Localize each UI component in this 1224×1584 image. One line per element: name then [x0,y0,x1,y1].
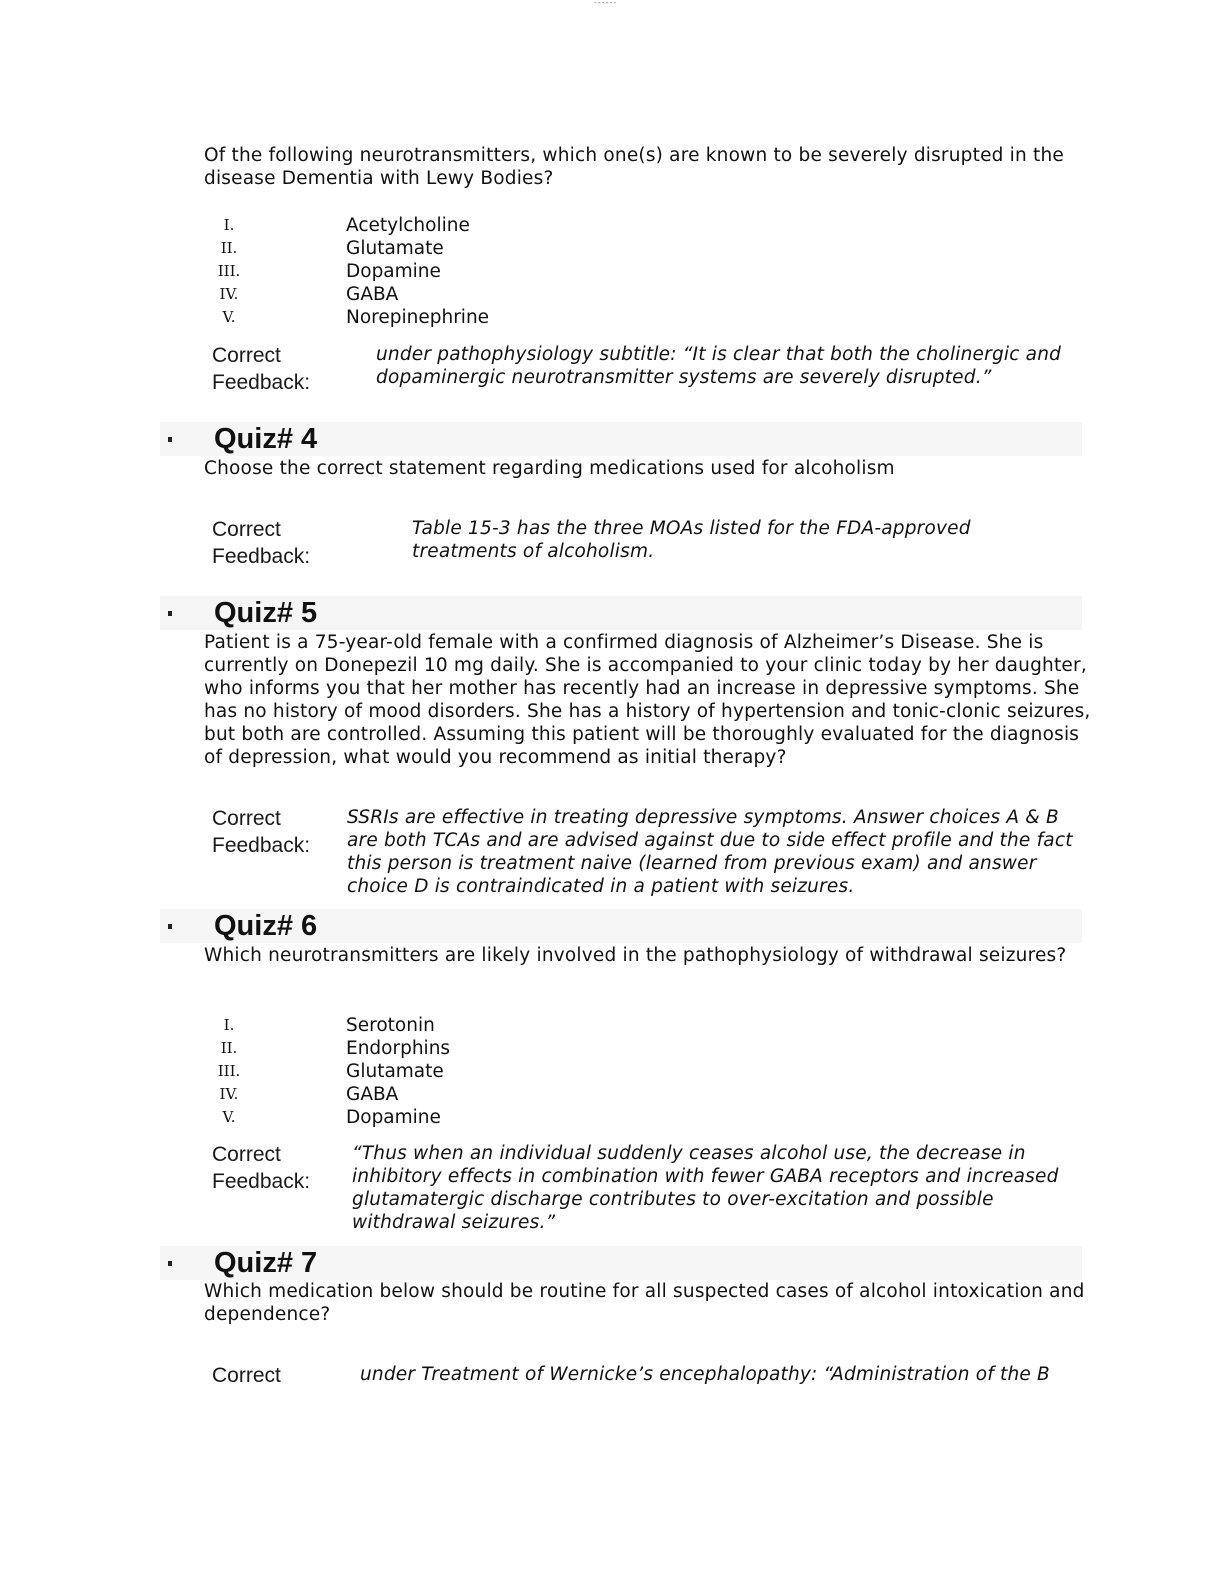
option-number: IV. [219,1085,239,1103]
list-item [214,1083,614,1106]
quiz-5-title: Quiz# 5 [214,597,318,629]
q4-feedback-text: Table 15-3 has the three MOAs listed for the FDA-approved treatments of alcoholism. [412,518,971,562]
feedback-label-line: Feedback: [212,371,311,394]
option-number: I. [223,1016,235,1034]
q3-question: Of the following neurotransmitters, which one(s) are known to be severely disrupted in the disease Dementia with Lewy Bodies? [204,145,1064,189]
feedback-label-line: Correct [212,518,281,541]
list-item [214,1060,614,1083]
feedback-label-line: Feedback: [212,834,311,857]
q3-options-list [214,214,614,329]
list-item [214,1014,614,1037]
bullet-icon [168,437,172,442]
quiz-6-header [160,909,1082,943]
q7-feedback-label [212,1362,342,1389]
option-number: III. [217,1062,241,1080]
option-label: Dopamine [346,1107,441,1128]
option-number: III. [217,262,241,280]
feedback-label-line: Correct [212,1364,281,1387]
feedback-label-line: Feedback: [212,545,311,568]
q5-feedback-label [212,805,342,859]
list-item [214,1037,614,1060]
option-label: Glutamate [346,1061,444,1082]
option-label: Acetylcholine [346,215,470,236]
quiz-6-title: Quiz# 6 [214,910,318,942]
list-item [214,237,614,260]
option-label: Endorphins [346,1038,451,1059]
bullet-icon [168,1261,172,1266]
option-label: GABA [346,284,399,305]
list-item [214,1106,614,1129]
q4-feedback-label [212,516,342,570]
quiz-7-title: Quiz# 7 [214,1247,318,1279]
feedback-label-line: Feedback: [212,1170,311,1193]
quiz-7-header [160,1246,1082,1280]
feedback-label-line: Correct [212,1143,281,1166]
option-number: II. [220,239,238,257]
q3-feedback-label [212,342,342,396]
q6-feedback-label [212,1141,342,1195]
q3-feedback-text: under pathophysiology subtitle: “It is clear that both the cholinergic and dopaminergic neurotransmitter systems are severely disrupted.” [376,344,1062,388]
q4-question: Choose the correct statement regarding medications used for alcoholism [204,458,895,479]
list-item [214,260,614,283]
bullet-icon [168,924,172,929]
quiz-4-title: Quiz# 4 [214,423,318,455]
quiz-4-header [160,422,1082,456]
q6-options-list [214,1014,614,1129]
top-page-mark: ------ [594,0,618,7]
q6-feedback-text: “Thus when an individual suddenly ceases alcohol use, the decrease in inhibitory effects in combination with fewer GABA receptors and increased glutamatergic discharge contributes to over-excitation and possible withdrawal seizures.” [352,1143,1059,1233]
q6-question: Which neurotransmitters are likely involved in the pathophysiology of withdrawal seizures? [204,945,1067,966]
list-item [214,214,614,237]
option-number: V. [222,1108,236,1126]
option-label: Glutamate [346,238,444,259]
option-number: IV. [219,285,239,303]
option-label: Norepinephrine [346,307,490,328]
feedback-label-line: Correct [212,344,281,367]
option-label: Serotonin [346,1015,435,1036]
feedback-label-line: Correct [212,807,281,830]
option-number: V. [222,308,236,326]
q5-question: Patient is a 75-year-old female with a confirmed diagnosis of Alzheimer’s Disease. She is currently on Donepezil 10 mg daily. She is accompanied to your clinic today by her daughter, who informs you that her mother has recently had an increase in depressive symptoms. She has no history of mood disorders. She has a history of hypertension and tonic-clonic seizures, but both are controlled. Assuming this patient will be thoroughly evaluated for the diagnosis of depression, what would you recommend as initial therapy? [204,632,1091,768]
option-label: Dopamine [346,261,441,282]
q7-feedback-text: under Treatment of Wernicke’s encephalopathy: “Administration of the B [360,1364,1050,1385]
list-item [214,283,614,306]
list-item [214,306,614,329]
option-number: I. [223,216,235,234]
q5-feedback-text: SSRIs are effective in treating depressive symptoms. Answer choices A & B are both TCAs and are advised against due to side effect profile and the fact this person is treatment naive (learned from previous exam) and answer choice D is contraindicated in a patient with seizures. [347,807,1073,897]
option-number: II. [220,1039,238,1057]
option-label: GABA [346,1084,399,1105]
bullet-icon [168,611,172,616]
quiz-5-header [160,596,1082,630]
q7-question: Which medication below should be routine for all suspected cases of alcohol intoxication and dependence? [204,1281,1085,1325]
